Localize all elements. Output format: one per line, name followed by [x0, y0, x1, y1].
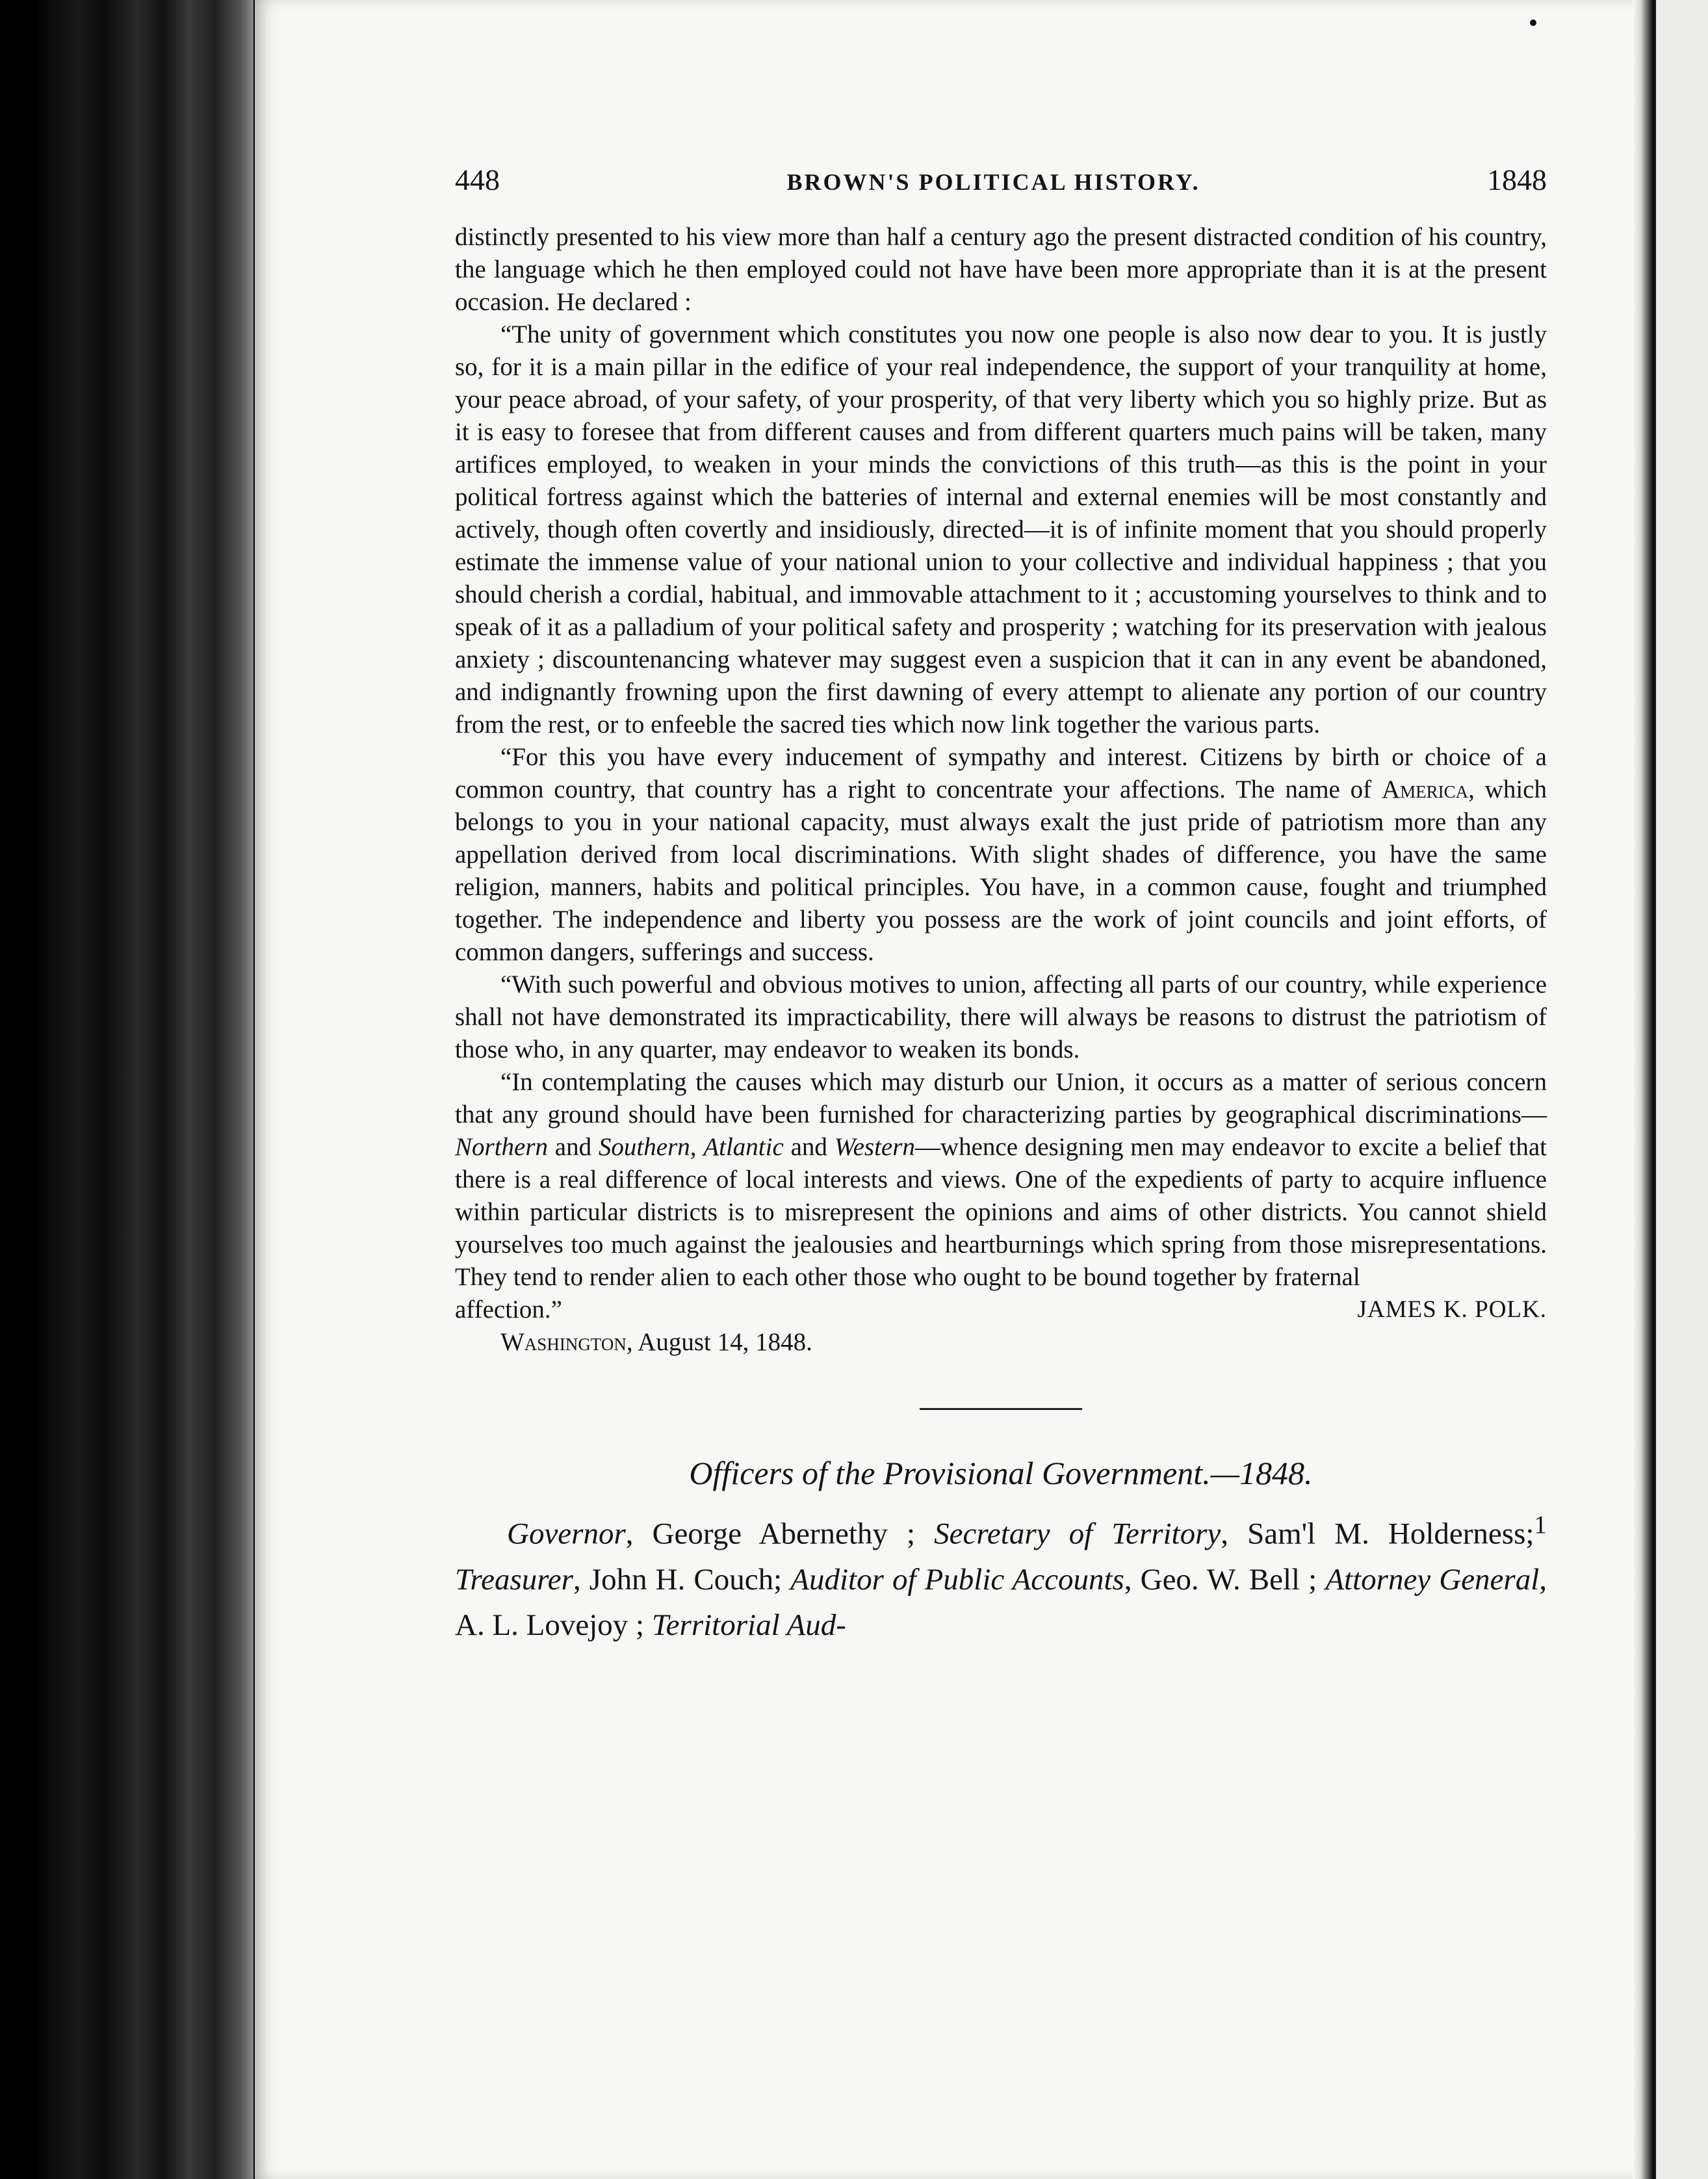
word-comma: , — [690, 1133, 704, 1161]
paragraph-quote-4-end: —whence designing men may endeavor to excite a belief that there is a real difference of local interests and views. One of the expedients of party to acquire influence within particular districts is to misrepresent the opinions and aims of other districts. You cannot shield yourselves too much against the jealousies and heartburnings which spring from those misrepresentations. They tend to render alien to each other those who ought to be bound together by fraternal — [455, 1133, 1547, 1291]
word-northern: Northern — [455, 1133, 549, 1161]
dateline-place: Washington — [500, 1328, 627, 1356]
officers-heading: Officers of the Provisional Government.—1848. — [689, 1455, 1313, 1491]
speck-mark — [1530, 20, 1536, 26]
paragraph-quote-4-start: “In contemplating the causes which may disturb our Union, it occurs as a matter of serious concern that any ground should have been furnished for characterizing parties by geographical discriminations— — [455, 1068, 1547, 1129]
word-and-1: and — [548, 1133, 599, 1161]
auditor-title: Auditor of Public Accounts — [790, 1562, 1124, 1597]
paragraph-quote-2-end: , which belongs to you in your national capacity, must always exalt the just pride of patriotism more than any appellation derived from local discriminations. With slight shades of difference, you have the same religion, manners, habits and political principles. You have, in a common cause, fought and triumphed together. The independence and liberty you possess are the work of joint councils and joint efforts, of common dangers, sufferings and success. — [455, 776, 1547, 966]
paragraph-quote-4 — [455, 1066, 1547, 1294]
body-text — [455, 221, 1547, 1294]
governor-name: , George Abernethy ; — [625, 1517, 935, 1551]
dateline-date: , August 14, 1848. — [626, 1328, 812, 1356]
word-atlantic: Atlantic — [703, 1133, 784, 1161]
america-word: America — [1381, 776, 1469, 803]
secretary-name: , Sam'l M. Holderness; — [1221, 1517, 1534, 1551]
paragraph-quote-1: “The unity of government which constitutes you now one people is also now dear to you. It is justly so, for it is a main pillar in the edifice of your real independence, the support of your tranquility at home, your peace abroad, of your safety, of your prosperity, of that very liberty which you so highly prize. But as it is easy to foresee that from different causes and from different quarters much pains will be taken, many artifices employed, to weaken in your minds the convictions of this truth—as this is the point in your political fortress against which the batteries of internal and external enemies will be most constantly and actively, though often covertly and insidiously, directed—it is of infinite moment that you should properly estimate the immense value of your national union to your collective and individual happiness ; that you should cherish a cordial, habitual, and immovable attachment to it ; accustoming yourselves to think and to speak of it as a palladium of your political safety and prosperity ; watching for its preservation with jealous anxiety ; discountenancing whatever may suggest even a suspicion that it can in any event be abandoned, and indignantly frowning upon the first dawning of every attempt to alienate any portion of our country from the rest, or to enfeeble the sacred ties which now link together the various parts. — [455, 320, 1547, 738]
signature: JAMES K. POLK. — [1357, 1296, 1547, 1323]
attorney-title: Attorney General — [1325, 1562, 1540, 1597]
closing-word: affection.” — [455, 1296, 562, 1324]
page-gutter-shadow — [1633, 0, 1652, 2179]
adjacent-page-edge — [1652, 0, 1708, 2179]
word-and-2: and — [783, 1133, 835, 1161]
officers-list — [455, 1502, 1547, 1648]
word-western: Western — [834, 1133, 915, 1161]
header-year: 1848 — [1486, 163, 1547, 196]
territorial-title: Territorial Aud- — [651, 1608, 846, 1642]
signature-line — [455, 1294, 1547, 1326]
paragraph-quote-2-start: “For this you have every inducement of sympathy and interest. Citizens by birth or choice of a common country, that country has a right to concentrate your affections. The name of — [455, 743, 1547, 803]
page-text-block — [455, 163, 1547, 1648]
attorney-name: , A. L. Lovejoy ; — [455, 1562, 1547, 1642]
auditor-name: , Geo. W. Bell ; — [1124, 1562, 1326, 1597]
treasurer-name: , John H. Couch; — [573, 1562, 791, 1597]
page-number: 448 — [455, 163, 500, 196]
running-title: BROWN'S POLITICAL HISTORY. — [786, 169, 1200, 195]
governor-title: Governor — [507, 1517, 626, 1551]
secretary-title: Secretary of Territory — [934, 1517, 1221, 1551]
paragraph-intro: distinctly presented to his view more than half a century ago the present distracted condition of his country, the language which he then employed could not have have been more appropriate than it is at the present occasion. He declared : — [455, 223, 1547, 316]
treasurer-title: Treasurer — [455, 1562, 573, 1597]
paragraph-quote-3: “With such powerful and obvious motives to union, affecting all parts of our country, while experience shall not have demonstrated its impracticability, there will always be reasons to distrust the patriotism of those who, in any quarter, may endeavor to weaken its bonds. — [455, 971, 1547, 1063]
footnote-mark: 1 — [1534, 1511, 1547, 1539]
page-stack-edge — [39, 0, 253, 2179]
paragraph-quote-2 — [455, 741, 1547, 969]
dateline — [500, 1326, 1547, 1359]
running-head — [455, 163, 1547, 221]
word-southern: Southern — [598, 1133, 690, 1161]
section-divider — [920, 1408, 1082, 1410]
